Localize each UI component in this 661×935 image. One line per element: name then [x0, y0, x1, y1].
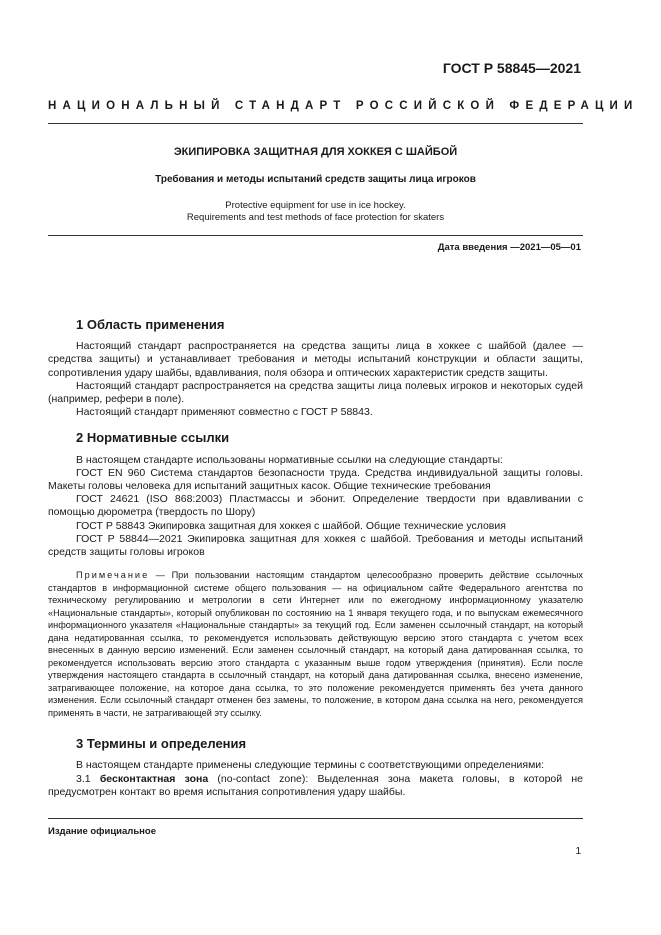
paragraph: В настоящем стандарте применены следующие термины с соответствующими определениями:: [76, 759, 545, 772]
paragraph: Настоящий стандарт применяют совместно с ГОСТ Р 58843.: [76, 406, 373, 419]
title-divider: [48, 235, 583, 236]
document-subtitle: Требования и методы испытаний средств защиты лица игроков: [155, 174, 476, 185]
term-definition: [48, 773, 583, 799]
reference-item: ГОСТ EN 960 Система стандартов безопасности труда. Средства индивидуальной защиты головы. Макеты головы человека для испытаний защитных касок. Общие технические требования: [48, 466, 583, 493]
section-normative-references: [48, 431, 583, 719]
note-text: — При пользовании настоящим стандартом целесообразно проверить действие ссылочных стандартов в информационной системе общего пользования — на официальном сайте Федерального агентства по техническому регулированию и метрологии в сети Интернет или по ежегодному информационному указателю «Национальные стандарты», который опубликован по состоянию на 1 января текущего года, и по выпускам ежемесячного информационного указателя «Национальные стандарты» за текущий год. Если заменен ссылочный стандарт, на который дана недатированная ссылка, то рекомендуется использовать действующую версию этого стандарта с учетом всех внесенных в данную версию изменений. Если заменен ссылочный стандарт, на который дана датированная ссылка, то рекомендуется использовать версию этого стандарта с указанным выше годом утверждения (принятия). Если после утверждения настоящего стандарта в ссылочный стандарт, на который дана датированная ссылка, внесено изменение, затрагивающее положение, на которое дана ссылка, то это положение рекомендуется применять без учета данного изменения. Если ссылочный стандарт отменен без замены, то положение, в котором дана ссылка на него, рекомендуется применять в части, не затрагивающей эту ссылку.: [48, 570, 583, 718]
paragraph: В настоящем стандарте использованы нормативные ссылки на следующие стандарты:: [76, 453, 503, 466]
reference-item: ГОСТ Р 58843 Экипировка защитная для хоккея с шайбой. Общие технические условия: [76, 519, 506, 532]
term-name: бесконтактная зона: [99, 772, 209, 785]
term-number: 3.1: [76, 772, 100, 785]
english-title: [48, 200, 583, 224]
note: [48, 569, 583, 719]
english-title-line-1: Protective equipment for use in ice hockey.: [225, 200, 406, 211]
section-heading: 3 Термины и определения: [76, 736, 247, 752]
document-body: [48, 318, 583, 799]
national-standard-banner: НАЦИОНАЛЬНЫЙ СТАНДАРТ РОССИЙСКОЙ ФЕДЕРАЦИИ: [48, 100, 639, 112]
footer-divider: [48, 818, 583, 819]
paragraph: Настоящий стандарт распространяется на средства защиты лица полевых игроков и некоторых судей (например, рефери в поле).: [48, 379, 583, 406]
reference-item: ГОСТ 24621 (ISO 868:2003) Пластмассы и эбонит. Определение твердости при вдавливании с помощью дюрометра (твердость по Шору): [48, 493, 583, 519]
term-text: (no-contact zone): Выделенная зона макета головы, в которой не предусмотрен контакт во время испытания сопротивления удару шайбы.: [48, 772, 583, 798]
paragraph: Настоящий стандарт распространяется на средства защиты лица в хоккее с шайбой (далее — средства защиты) и устанавливает требования и методы испытаний конструкции и области защиты, сопротивления удару шайбы, вдавливания, поля обзора и оптических характеристик средств защиты.: [48, 340, 583, 379]
introduction-date: Дата введения —2021—05—01: [437, 242, 581, 253]
standard-code: ГОСТ Р 58845—2021: [442, 60, 581, 76]
reference-item: ГОСТ Р 58844—2021 Экипировка защитная для хоккея с шайбой. Требования и методы испытаний средств защиты головы игроков: [48, 532, 583, 559]
page-number: 1: [575, 846, 581, 857]
document-title: ЭКИПИРОВКА ЗАЩИТНАЯ ДЛЯ ХОККЕЯ С ШАЙБОЙ: [173, 146, 458, 158]
english-title-line-2: Requirements and test methods of face protection for skaters: [186, 212, 445, 223]
section-terms: [48, 737, 583, 799]
top-divider: [48, 123, 583, 124]
official-edition-label: Издание официальное: [48, 826, 156, 837]
section-scope: [48, 318, 583, 419]
section-heading: 2 Нормативные ссылки: [76, 430, 230, 446]
note-label: Примечание: [76, 570, 150, 581]
section-heading: 1 Область применения: [76, 317, 225, 332]
